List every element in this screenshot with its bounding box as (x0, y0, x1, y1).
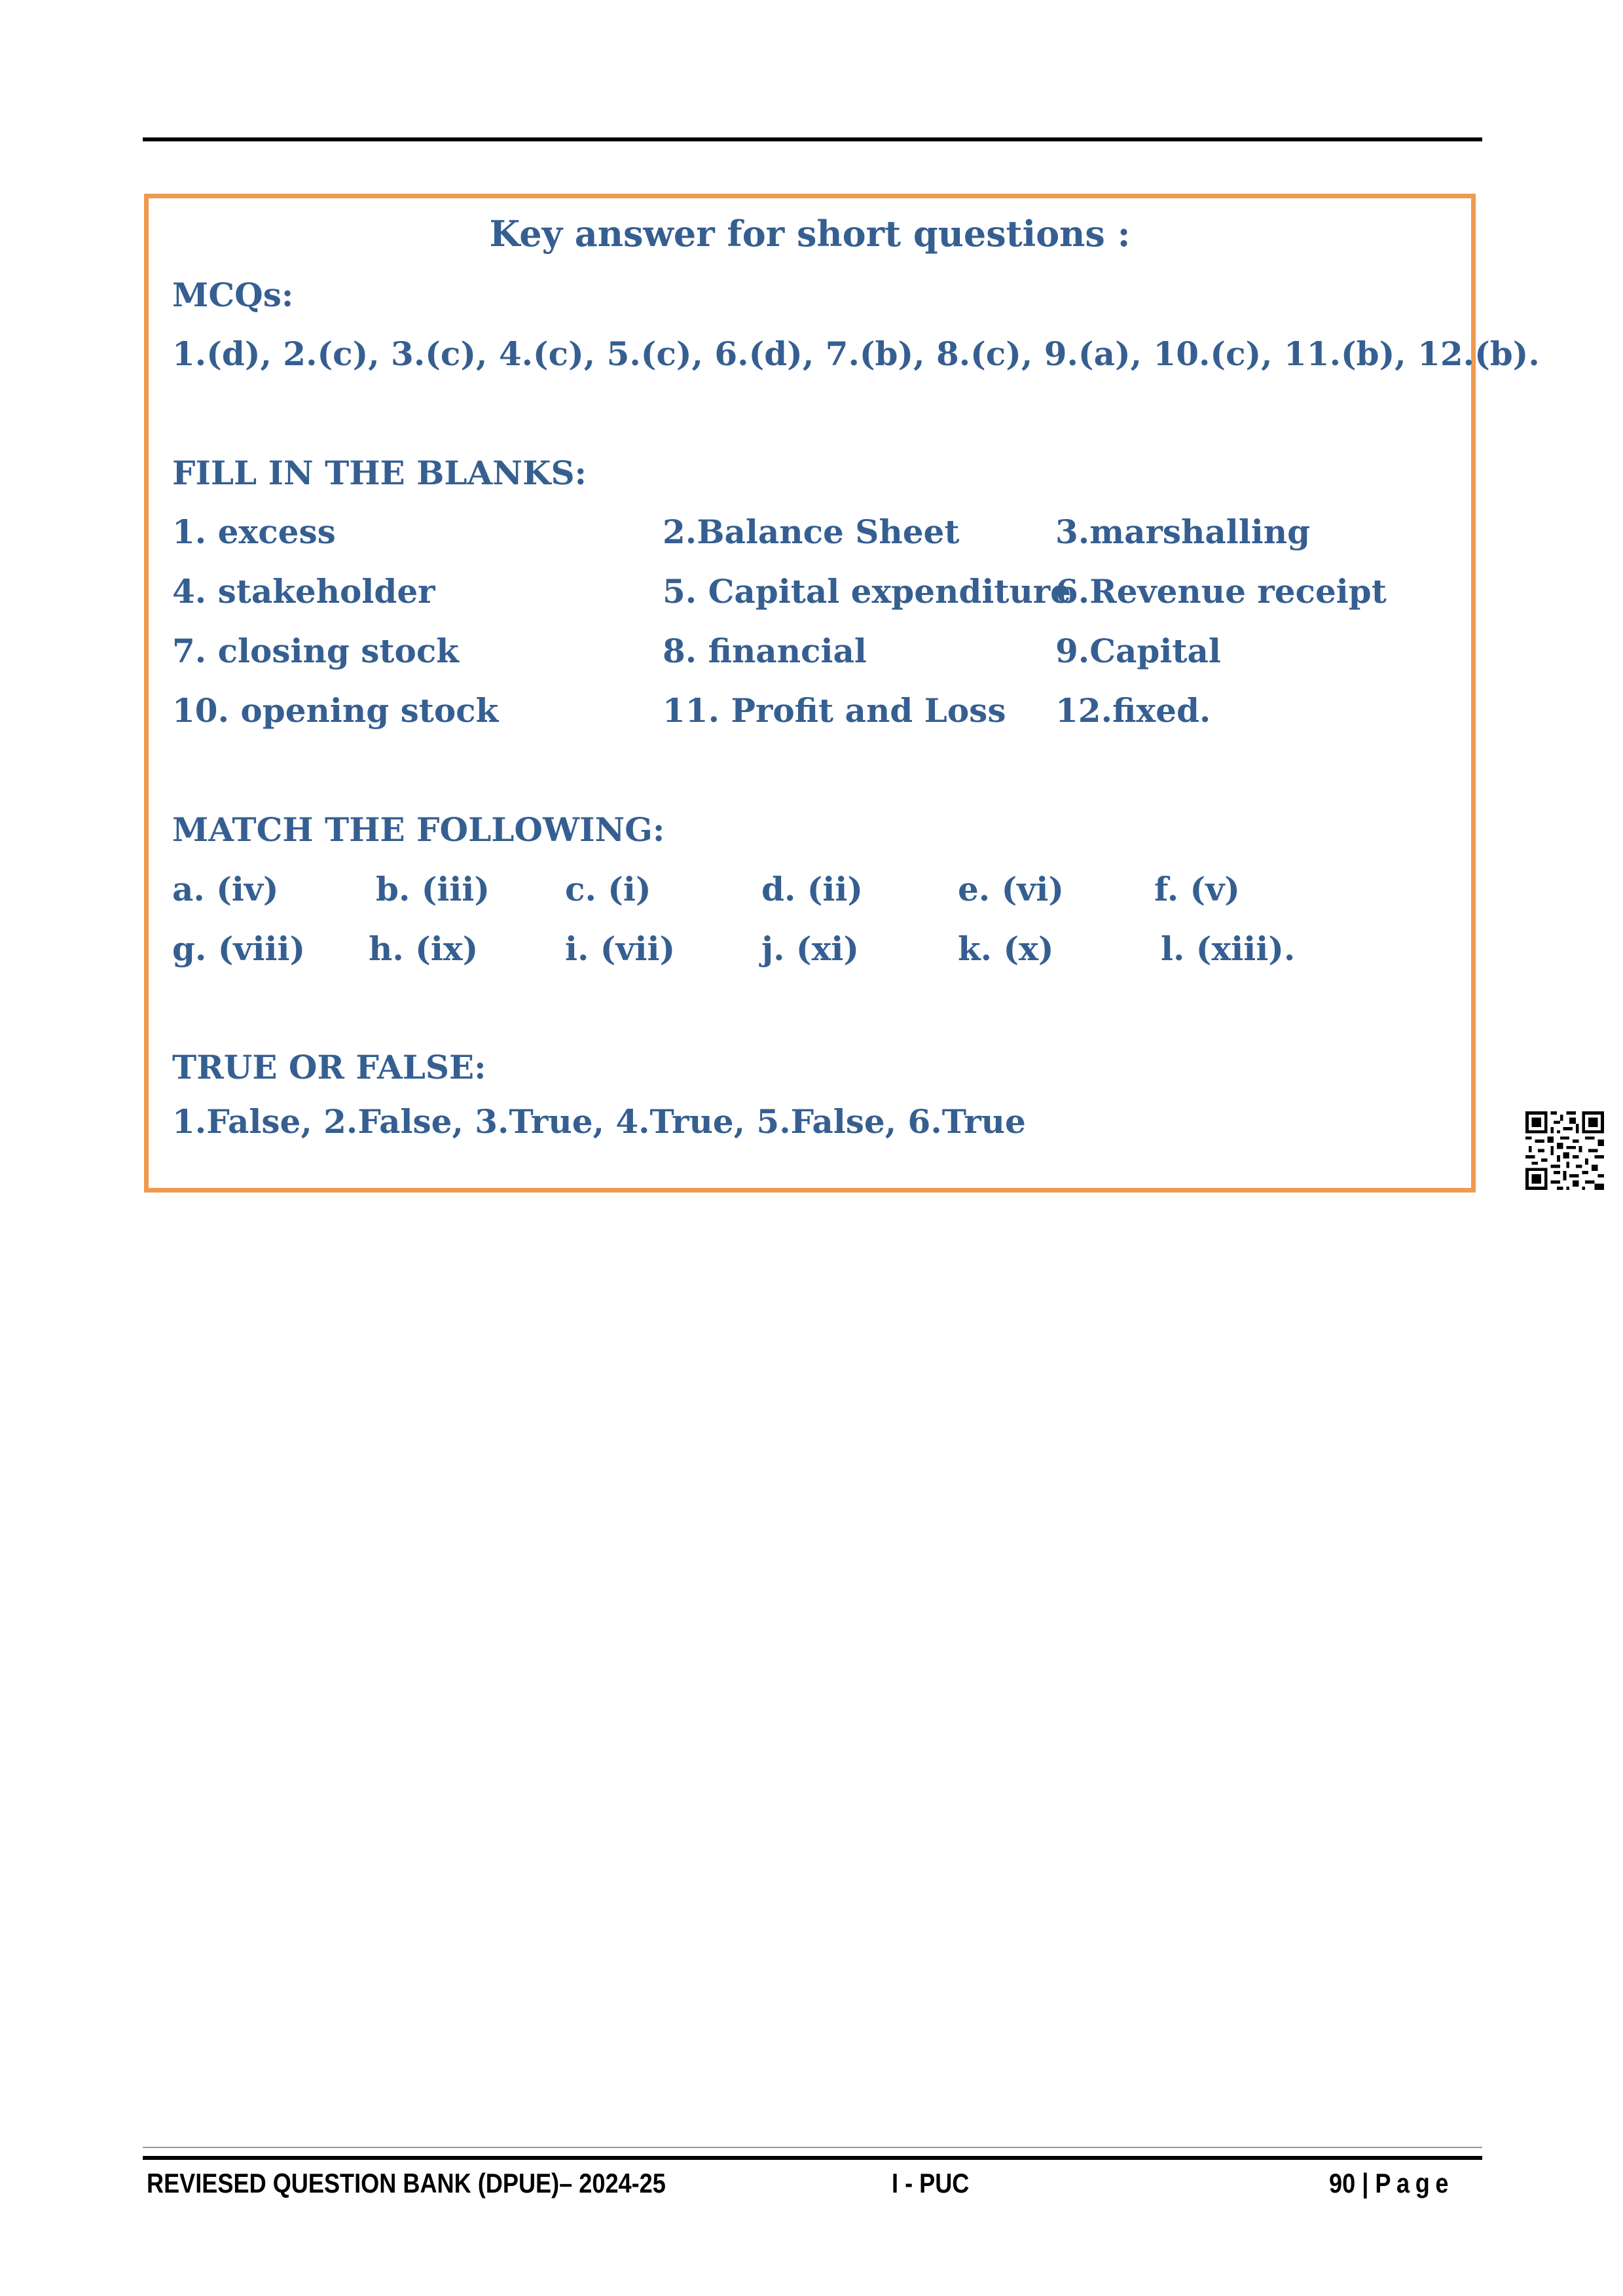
mcq-heading: MCQs: (172, 276, 294, 314)
match-answer: d. (ii) (761, 870, 864, 908)
fill-answer: 6.Revenue receipt (1055, 572, 1387, 611)
fill-answer: 2.Balance Sheet (663, 512, 960, 551)
mcq-answers: 1.(d), 2.(c), 3.(c), 4.(c), 5.(c), 6.(d), 7.(b), 8.(c), 9.(a), 10.(c), 11.(b), 12.(b). (172, 334, 1540, 373)
fill-answer: 5. Capital expenditure (663, 572, 1071, 611)
page-word: Page (1375, 2168, 1455, 2198)
match-answer: a. (iv) (172, 870, 279, 908)
answer-key-box (144, 194, 1540, 1193)
match-answer: g. (viii) (172, 929, 306, 968)
footer-class: I - PUC (892, 2168, 970, 2198)
match-answer: i. (vii) (565, 929, 676, 968)
footer-rule (143, 2156, 1482, 2160)
match-answer: k. (x) (958, 929, 1054, 968)
match-heading: MATCH THE FOLLOWING: (172, 810, 665, 849)
fill-answer: 4. stakeholder (172, 572, 435, 611)
match-answer: c. (i) (565, 870, 651, 908)
page-separator: | (1355, 2168, 1376, 2198)
fill-answer: 1. excess (172, 512, 336, 551)
fill-answer: 3.marshalling (1055, 512, 1311, 551)
fill-heading: FILL IN THE BLANKS: (172, 454, 587, 492)
match-answer: b. (iii) (376, 870, 490, 908)
fill-answer: 7. closing stock (172, 632, 459, 670)
truefalse-answers: 1.False, 2.False, 3.True, 4.True, 5.False, 6.True (172, 1102, 1026, 1141)
match-answer: j. (xi) (761, 929, 860, 968)
match-answer: e. (vi) (958, 870, 1064, 908)
fill-answer: 8. financial (663, 632, 867, 670)
fill-answer: 12.fixed. (1055, 691, 1211, 730)
header-rule (143, 137, 1482, 141)
qr-code-icon (1525, 1111, 1604, 1190)
truefalse-heading: TRUE OR FALSE: (172, 1048, 486, 1086)
fill-answer: 10. opening stock (172, 691, 499, 730)
footer-page (1329, 2168, 1454, 2199)
fill-answer: 9.Capital (1055, 632, 1221, 670)
page-number: 90 (1329, 2168, 1356, 2198)
box-title: Key answer for short questions : (489, 213, 1131, 255)
fill-answer: 11. Profit and Loss (663, 691, 1006, 730)
match-answer: l. (xiii). (1161, 929, 1296, 968)
footer-rule-thin (143, 2147, 1482, 2148)
footer-title: REVIESED QUESTION BANK (DPUE)– 2024-25 (147, 2168, 666, 2198)
match-answer: f. (v) (1154, 870, 1240, 908)
match-answer: h. (ix) (369, 929, 479, 968)
